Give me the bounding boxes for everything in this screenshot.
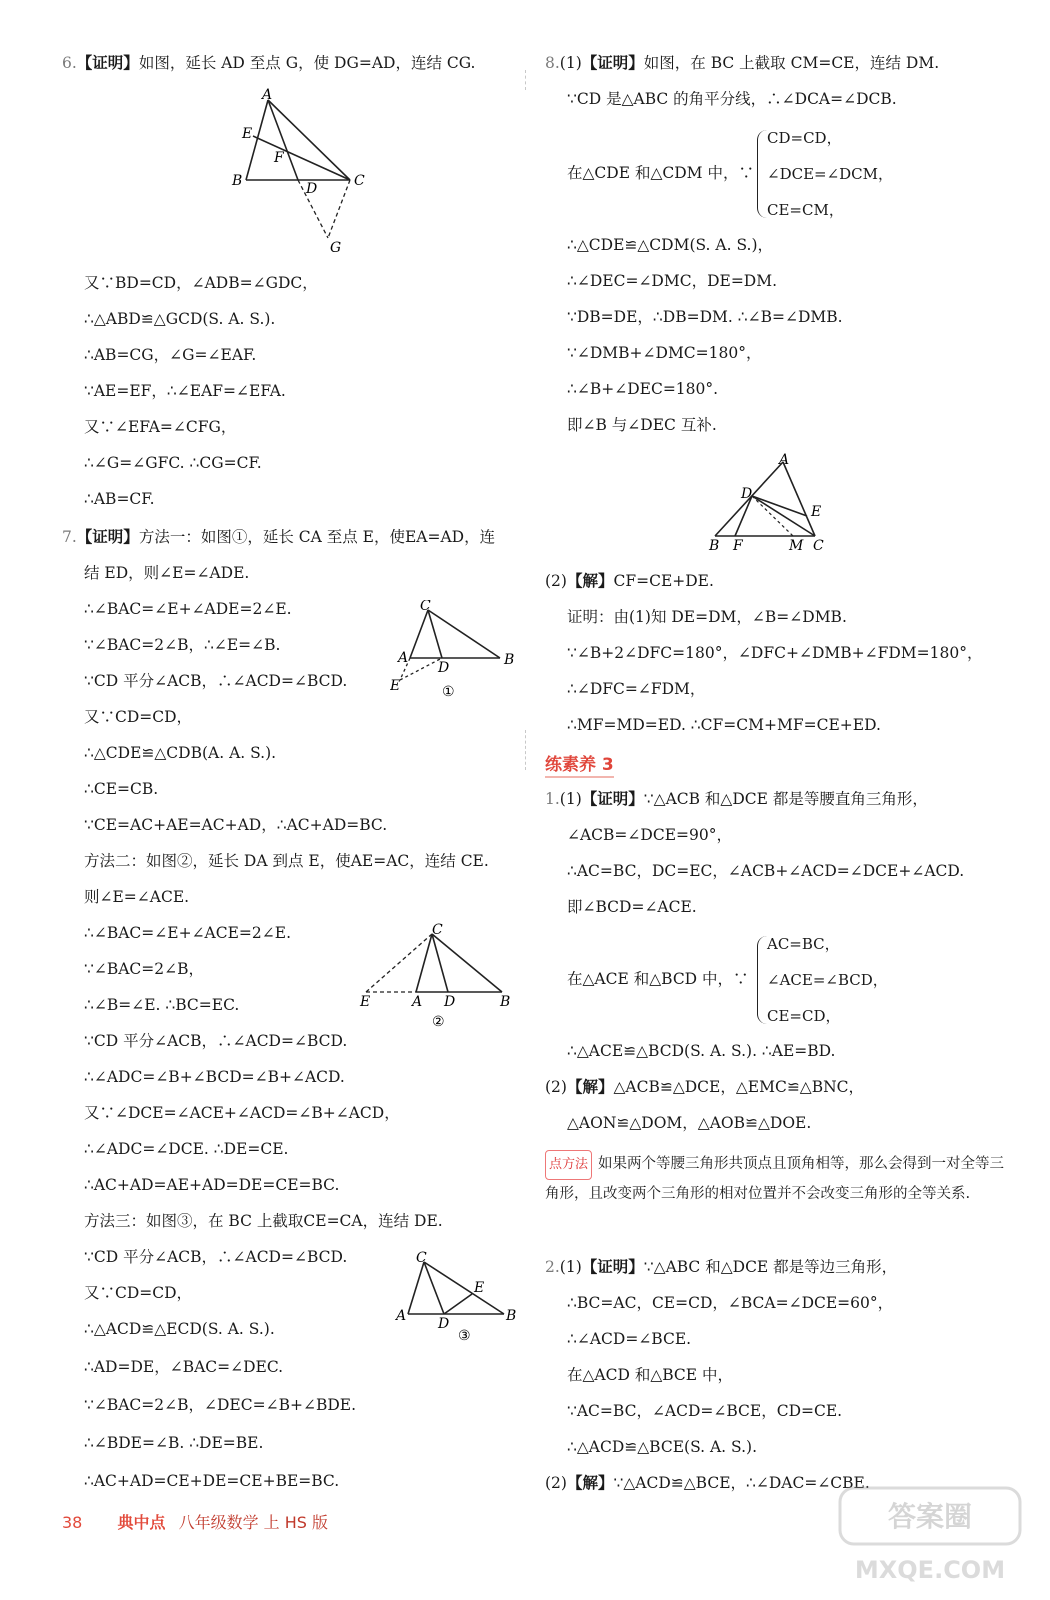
question-number: 2.	[545, 1258, 560, 1276]
fig2-label-A: A	[412, 994, 423, 1010]
q8-part2-line: ∴MF=MD=ED. ∴CF=CM+MF=CE+ED.	[567, 716, 881, 734]
q7-head2: 结 ED，则∠E=∠ADE.	[84, 564, 250, 582]
q8-answer: CF=CE+DE.	[613, 572, 714, 590]
q7-header	[62, 526, 495, 548]
s1-answer: △ACB≌△DCE，△EMC≌△BNC，	[613, 1078, 865, 1096]
q6-figure	[222, 88, 382, 258]
fig-label-A: A	[262, 88, 273, 103]
fig3-label-B: B	[506, 1308, 517, 1324]
q7-m3-line: ∵CD 平分∠ACB，∴∠ACD=∠BCD.	[84, 1248, 348, 1266]
s1-answer-line: △AON≌△DOM，△AOB≌△DOE.	[567, 1114, 812, 1132]
s2-header	[545, 1256, 897, 1278]
s1-line: ∠ACB=∠DCE=90°，	[567, 826, 732, 844]
svg-text:答案圈: 答案圈	[887, 1500, 973, 1533]
proof-tag: 【证明】	[76, 527, 139, 546]
q6-line: 又∵∠EFA=∠CFG，	[84, 418, 237, 436]
answer-tag: 【解】	[566, 571, 614, 590]
q6-head: 如图，延长 AD 至点 G，使 DG=AD，连结 CG.	[138, 54, 476, 72]
fig2-label-D: D	[444, 994, 456, 1010]
q7-figure-1	[390, 600, 520, 705]
q6-line: ∴∠G=∠GFC. ∴CG=CF.	[84, 454, 262, 472]
q7-m3-line: 又∵CD=CD，	[84, 1284, 193, 1302]
s2-answer: ∵△ACD≌△BCE，∴∠DAC=∠CBE.	[613, 1474, 870, 1492]
q6-line: ∴△ABD≌△GCD(S. A. S.).	[84, 310, 276, 328]
q7-m2-line: ∵∠BAC=2∠B，	[84, 960, 205, 978]
fig-label-B: B	[232, 173, 243, 189]
s2-line: ∵AC=BC，∠ACD=∠BCE，CD=CE.	[567, 1402, 843, 1420]
page-footer	[62, 1510, 328, 1533]
fig1-label-C: C	[420, 600, 431, 614]
fig1-label-E: E	[390, 678, 401, 694]
s1-brace-line: CE=CD，	[767, 1007, 841, 1025]
q8-brace-line: CE=CM，	[767, 201, 844, 219]
question-number: 1.	[545, 790, 560, 808]
part-label: (2)	[545, 1078, 567, 1096]
question-number: 6.	[62, 54, 77, 72]
book-title: 八年级数学 上 HS 版	[178, 1513, 329, 1532]
method-tip	[545, 1150, 1005, 1208]
q6-line: ∵AE=EF，∴∠EAF=∠EFA.	[84, 382, 286, 400]
fig-label-E: E	[242, 126, 253, 142]
column-divider	[525, 730, 526, 770]
q8-part2-line: ∵∠B+2∠DFC=180°，∠DFC+∠DMB+∠FDM=180°，	[567, 644, 983, 662]
q8-line: 即∠B 与∠DEC 互补.	[567, 416, 717, 434]
q8-fig-label-D: D	[741, 486, 753, 502]
s1-line: 即∠BCD=∠ACE.	[567, 898, 697, 916]
column-divider	[525, 70, 526, 90]
q7-m1-line: 又∵CD=CD，	[84, 708, 193, 726]
s1-brace-intro: 在△ACE 和△BCD 中，∵	[567, 970, 749, 988]
q8-part2-line: 证明：由(1)知 DE=DM，∠B=∠DMB.	[567, 608, 847, 626]
fig3-number: ③	[458, 1328, 471, 1344]
q8-brace-line: ∠DCE=∠DCM，	[767, 165, 894, 183]
q8-line: ∵CD 是△ABC 的角平分线，∴∠DCA=∠DCB.	[567, 90, 897, 108]
q7-m2-line: 又∵∠DCE=∠ACE+∠ACD=∠B+∠ACD，	[84, 1104, 400, 1122]
s1-part2-header	[545, 1076, 864, 1098]
q7-m3-head: 方法三：如图③，在 BC 上截取CE=CA，连结 DE.	[84, 1212, 443, 1230]
part-label: (2)	[545, 1474, 567, 1492]
q8-header	[545, 52, 939, 74]
fig2-label-B: B	[500, 994, 511, 1010]
fig2-label-C: C	[432, 922, 443, 938]
q7-m3-line: ∵∠BAC=2∠B，∠DEC=∠B+∠BDE.	[84, 1396, 357, 1414]
fig3-label-D: D	[438, 1316, 450, 1332]
q8-brace-intro: 在△CDE 和△CDM 中，∵	[567, 164, 754, 182]
q7-m2-line: ∵CD 平分∠ACB，∴∠ACD=∠BCD.	[84, 1032, 348, 1050]
q8-fig-label-B: B	[709, 538, 720, 554]
q8-head: 如图，在 BC 上截取 CM=CE，连结 DM.	[643, 54, 940, 72]
part-label: (1)	[559, 54, 582, 72]
watermark-logo	[830, 1480, 1030, 1590]
part-label: (1)	[559, 790, 582, 808]
q7-figure-2	[352, 922, 522, 1032]
s1-after: ∴△ACE≌△BCD(S. A. S.). ∴AE=BD.	[567, 1042, 836, 1060]
proof-tag: 【证明】	[76, 53, 139, 72]
proof-tag: 【证明】	[581, 789, 644, 808]
fig1-label-D: D	[438, 660, 450, 676]
q8-brace-line: CD=CD，	[767, 129, 842, 147]
svg-text:MXQE.COM: MXQE.COM	[854, 1556, 1006, 1584]
q8-line: ∴∠B+∠DEC=180°.	[567, 380, 719, 398]
proof-tag: 【证明】	[581, 1257, 644, 1276]
q6-header	[62, 52, 475, 74]
tip-badge: 点方法	[545, 1150, 592, 1180]
part-label: (1)	[559, 1258, 582, 1276]
q8-part2-line: ∴∠DFC=∠FDM，	[567, 680, 706, 698]
q8-line: ∴△CDE≌△CDM(S. A. S.)，	[567, 236, 774, 254]
fig-label-C: C	[354, 173, 365, 189]
s2-head: ∵△ABC 和△DCE 都是等边三角形，	[643, 1258, 898, 1276]
section-title: 练素养 3	[545, 750, 614, 778]
s2-line: 在△ACD 和△BCE 中，	[567, 1366, 734, 1384]
part-label: (2)	[545, 572, 567, 590]
q7-m1-line: ∵CD 平分∠ACB，∴∠ACD=∠BCD.	[84, 672, 348, 690]
s2-part2-header	[545, 1472, 870, 1494]
tip-text: 如果两个等腰三角形共顶点且顶角相等，那么会得到一对全等三角形，且改变两个三角形的相对位置并不会改变三角形的全等关系.	[545, 1156, 1005, 1202]
q7-m3-line: ∴AC+AD=CE+DE=CE+BE=BC.	[84, 1472, 340, 1490]
fig-label-G: G	[330, 240, 342, 256]
s2-line: ∴∠ACD=∠BCE.	[567, 1330, 692, 1348]
s1-line: ∴AC=BC，DC=EC，∠ACB+∠ACD=∠DCE+∠ACD.	[567, 862, 965, 880]
fig1-label-A: A	[398, 650, 409, 666]
fig2-number: ②	[432, 1014, 445, 1030]
s1-head: ∵△ACB 和△DCE 都是等腰直角三角形，	[643, 790, 928, 808]
q7-m2-line: ∴∠BAC=∠E+∠ACE=2∠E.	[84, 924, 292, 942]
q7-m1-line: ∴△CDE≌△CDB(A. A. S.).	[84, 744, 277, 762]
q7-m3-line: ∴△ACD≌△ECD(S. A. S.).	[84, 1320, 275, 1338]
s1-brace-line: ∠ACE=∠BCD，	[767, 971, 888, 989]
q7-m2-line: ∴AC+AD=AE+AD=DE=CE=BC.	[84, 1176, 340, 1194]
fig3-label-A: A	[396, 1308, 407, 1324]
fig1-number: ①	[442, 684, 455, 700]
proof-tag: 【证明】	[581, 53, 644, 72]
q8-line: ∵DB=DE，∴DB=DM. ∴∠B=∠DMB.	[567, 308, 843, 326]
q6-line: ∴AB=CF.	[84, 490, 155, 508]
q8-fig-label-E: E	[811, 504, 822, 520]
fig-label-F: F	[274, 150, 284, 166]
q8-part2-header	[545, 570, 714, 592]
s1-brace-line: AC=BC，	[767, 935, 840, 953]
brand-logo: 典中点	[117, 1513, 166, 1532]
fig3-label-C: C	[416, 1250, 427, 1266]
question-number: 8.	[545, 54, 560, 72]
fig1-label-B: B	[504, 652, 515, 668]
q7-m2-line: ∴∠ADC=∠DCE. ∴DE=CE.	[84, 1140, 289, 1158]
q8-fig-label-C: C	[813, 538, 824, 554]
q7-m2-line: ∴∠B=∠E. ∴BC=EC.	[84, 996, 240, 1014]
q8-fig-label-F: F	[733, 538, 743, 554]
fig3-label-E: E	[474, 1280, 485, 1296]
q7-m2-line: 则∠E=∠ACE.	[84, 888, 190, 906]
q8-fig-label-M: M	[789, 538, 804, 554]
q7-m1-line: ∴∠BAC=∠E+∠ADE=2∠E.	[84, 600, 292, 618]
q7-m1-line: ∵∠BAC=2∠B，∴∠E=∠B.	[84, 636, 281, 654]
q7-m1-line: ∴CE=CB.	[84, 780, 159, 798]
q8-fig-label-A: A	[779, 452, 790, 468]
q8-line: ∵∠DMB+∠DMC=180°，	[567, 344, 762, 362]
fig2-label-E: E	[360, 994, 371, 1010]
q8-figure	[703, 450, 843, 555]
q7-m3-line: ∴∠BDE=∠B. ∴DE=BE.	[84, 1434, 264, 1452]
q8-line: ∴∠DEC=∠DMC，DE=DM.	[567, 272, 778, 290]
q7-m2-line: ∴∠ADC=∠B+∠BCD=∠B+∠ACD.	[84, 1068, 345, 1086]
q7-m3-line: ∴AD=DE，∠BAC=∠DEC.	[84, 1358, 284, 1376]
s1-header	[545, 788, 928, 810]
q7-m2-head: 方法二：如图②，延长 DA 到点 E，使AE=AC，连结 CE.	[84, 852, 489, 870]
q6-line: 又∵BD=CD，∠ADB=∠GDC，	[84, 274, 318, 292]
fig-label-D: D	[306, 181, 318, 197]
q6-line: ∴AB=CG，∠G=∠EAF.	[84, 346, 257, 364]
s2-line: ∴BC=AC，CE=CD，∠BCA=∠DCE=60°，	[567, 1294, 894, 1312]
answer-tag: 【解】	[566, 1473, 614, 1492]
q7-head: 方法一：如图①，延长 CA 至点 E，使EA=AD，连	[138, 528, 496, 546]
s2-line: ∴△ACD≌△BCE(S. A. S.).	[567, 1438, 758, 1456]
answer-tag: 【解】	[566, 1077, 614, 1096]
page-number: 38	[62, 1513, 83, 1532]
q7-m1-line: ∵CE=AC+AE=AC+AD，∴AC+AD=BC.	[84, 816, 388, 834]
q7-figure-3	[392, 1250, 522, 1345]
question-number: 7.	[62, 528, 77, 546]
